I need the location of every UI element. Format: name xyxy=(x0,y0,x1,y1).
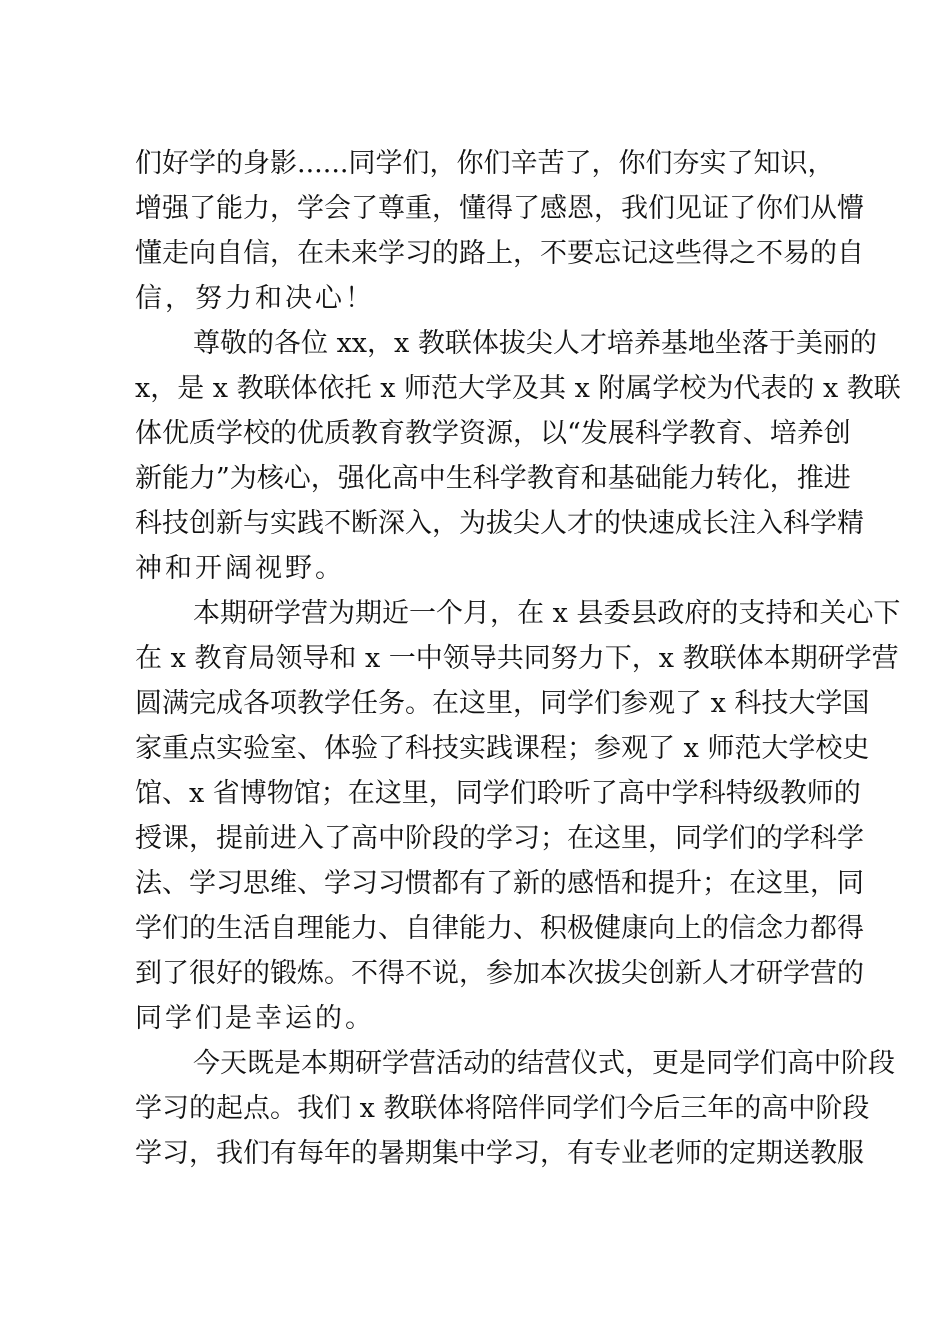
text-line: 学习，我们有每年的暑期集中学习，有专业老师的定期送教服 xyxy=(135,1138,864,1169)
text-line: 神和开阔视野。 xyxy=(135,553,345,584)
text-line: 懂走向自信，在未来学习的路上，不要忘记这些得之不易的自 xyxy=(135,238,864,269)
text-line: 今天既是本期研学营活动的结营仪式，更是同学们高中阶段 xyxy=(193,1048,895,1079)
text-line: 馆、x 省博物馆；在这里，同学们聆听了高中学科特级教师的 xyxy=(135,778,861,809)
text-line: 圆满完成各项教学任务。在这里，同学们参观了 x 科技大学国 xyxy=(135,688,870,719)
text-line: 本期研学营为期近一个月，在 x 县委县政府的支持和关心下 xyxy=(193,598,901,629)
text-line: 尊敬的各位 xx，x 教联体拔尖人才培养基地坐落于美丽的 xyxy=(193,328,877,359)
paragraph xyxy=(135,1041,895,1176)
paragraph xyxy=(135,591,901,1041)
text-line: 增强了能力，学会了尊重，懂得了感恩，我们见证了你们从懵 xyxy=(135,193,864,224)
text-line: 体优质学校的优质教育教学资源，以“发展科学教育、培养创 xyxy=(135,418,851,449)
text-line: 到了很好的锻炼。不得不说，参加本次拔尖创新人才研学营的 xyxy=(135,958,864,989)
text-line: 授课，提前进入了高中阶段的学习；在这里，同学们的学科学 xyxy=(135,823,864,854)
text-line: 法、学习思维、学习习惯都有了新的感悟和提升；在这里，同 xyxy=(135,868,864,899)
document-body xyxy=(135,141,901,1176)
text-line: 们好学的身影......同学们，你们辛苦了，你们夯实了知识， xyxy=(135,148,835,179)
text-line: 科技创新与实践不断深入，为拔尖人才的快速成长注入科学精 xyxy=(135,508,864,539)
text-line: 学们的生活自理能力、自律能力、积极健康向上的信念力都得 xyxy=(135,913,864,944)
text-line: 学习的起点。我们 x 教联体将陪伴同学们今后三年的高中阶段 xyxy=(135,1093,870,1124)
text-line: 家重点实验室、体验了科技实践课程；参观了 x 师范大学校史 xyxy=(135,733,870,764)
paragraph xyxy=(135,321,901,591)
text-line: 在 x 教育局领导和 x 一中领导共同努力下，x 教联体本期研学营 xyxy=(135,643,899,674)
paragraph xyxy=(135,141,864,321)
text-line: 同学们是幸运的。 xyxy=(135,1003,375,1034)
text-line: 信，努力和决心！ xyxy=(135,283,375,314)
text-line: x，是 x 教联体依托 x 师范大学及其 x 附属学校为代表的 x 教联 xyxy=(135,373,901,404)
text-line: 新能力”为核心，强化高中生科学教育和基础能力转化，推进 xyxy=(135,463,851,494)
